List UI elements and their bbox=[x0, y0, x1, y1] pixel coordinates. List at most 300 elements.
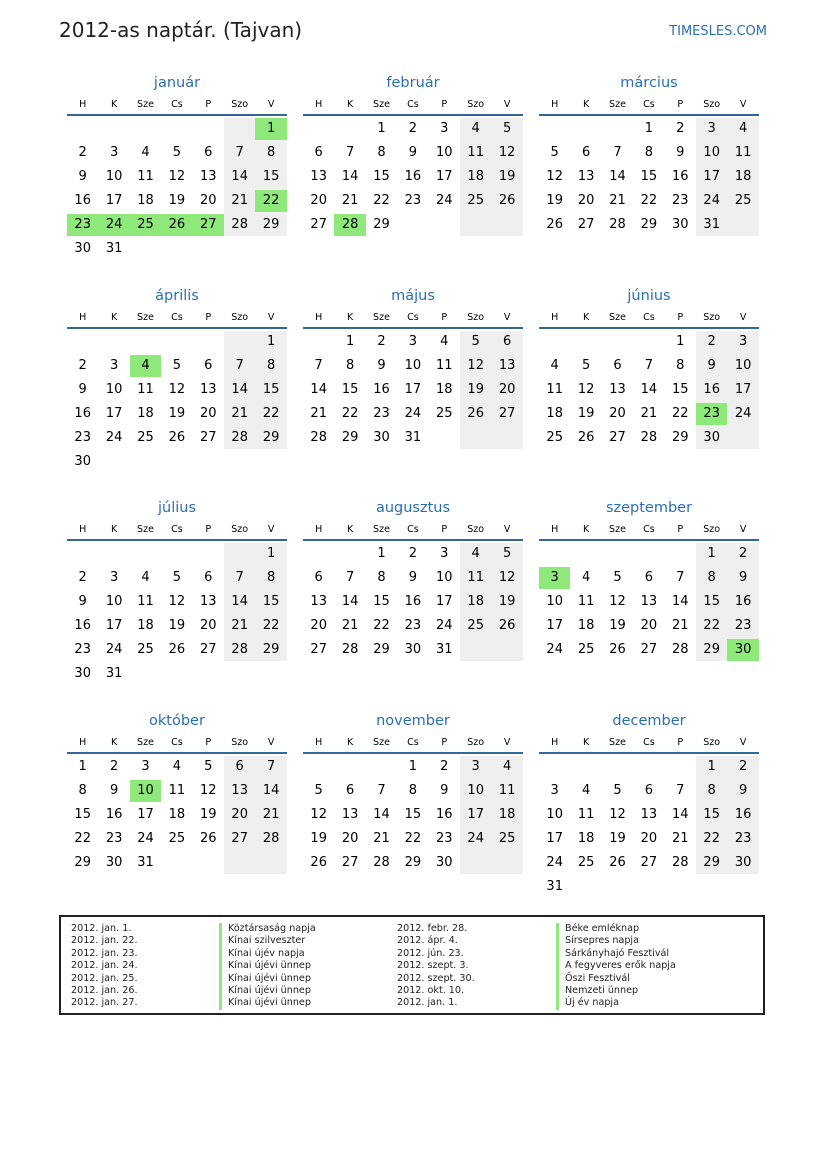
day-cell: 8 bbox=[266, 145, 276, 160]
day-cell: 2 bbox=[408, 546, 418, 561]
day-cell: 20 bbox=[310, 618, 327, 633]
day-cell: 19 bbox=[498, 169, 516, 184]
day-cell: 5 bbox=[172, 570, 182, 585]
month-name: május bbox=[391, 288, 435, 304]
day-cell: 16 bbox=[373, 382, 390, 397]
day-cell: 24 bbox=[404, 406, 422, 421]
weekday-label: Cs bbox=[643, 312, 655, 323]
day-cell: 31 bbox=[137, 855, 154, 870]
day-cell: 18 bbox=[546, 406, 563, 421]
day-cell: 6 bbox=[644, 570, 654, 585]
day-cell: 16 bbox=[404, 594, 422, 609]
day-cell: 30 bbox=[74, 454, 91, 469]
day-cell: 18 bbox=[137, 406, 154, 421]
day-cell: 15 bbox=[262, 382, 280, 397]
weekday-label: V bbox=[503, 99, 511, 110]
day-cell: 20 bbox=[341, 831, 359, 846]
day-cell: 26 bbox=[467, 406, 484, 421]
day-cell: 24 bbox=[467, 831, 484, 846]
weekday-label: Szo bbox=[703, 737, 721, 748]
day-cell: 8 bbox=[408, 783, 418, 798]
day-cell: 20 bbox=[640, 618, 658, 633]
day-cell: 2 bbox=[676, 121, 685, 136]
legend-dates-column-2 bbox=[397, 923, 475, 1010]
day-cell: 10 bbox=[105, 382, 123, 397]
weekday-label: K bbox=[110, 737, 118, 748]
day-grid bbox=[303, 329, 523, 473]
day-cell: 13 bbox=[310, 594, 327, 609]
weekday-label: H bbox=[551, 524, 559, 535]
day-cell: 9 bbox=[707, 358, 716, 373]
weekday-header bbox=[67, 519, 287, 541]
day-cell: 20 bbox=[200, 618, 217, 633]
day-cell: 6 bbox=[314, 570, 323, 585]
legend-entry: Kínai újévi ünnep bbox=[219, 973, 316, 985]
day-cell: 31 bbox=[105, 666, 123, 681]
weekday-label: H bbox=[79, 312, 87, 323]
weekday-label: Szo bbox=[467, 99, 485, 110]
month-február bbox=[303, 72, 523, 260]
weekday-header bbox=[539, 519, 759, 541]
day-cell: 26 bbox=[546, 217, 563, 232]
weekday-label: Cs bbox=[643, 524, 655, 535]
day-cell: 22 bbox=[74, 831, 91, 846]
day-cell: 25 bbox=[577, 855, 595, 870]
weekday-label: P bbox=[441, 99, 448, 110]
day-cell: 3 bbox=[408, 334, 418, 349]
weekday-label: P bbox=[205, 737, 212, 748]
day-cell: 16 bbox=[105, 807, 123, 822]
day-cell: 7 bbox=[314, 358, 323, 373]
day-cell: 3 bbox=[440, 546, 449, 561]
day-cell: 25 bbox=[467, 193, 484, 208]
day-cell: 10 bbox=[404, 358, 422, 373]
day-cell: 15 bbox=[640, 169, 658, 184]
day-cell: 17 bbox=[105, 406, 123, 421]
day-cell: 25 bbox=[577, 642, 595, 657]
legend-entry: 2012. jan. 24. bbox=[71, 960, 138, 972]
day-cell: 27 bbox=[231, 831, 248, 846]
day-cell: 4 bbox=[581, 570, 591, 585]
day-cell: 18 bbox=[137, 193, 154, 208]
holiday-day: 26 bbox=[161, 214, 192, 236]
weekday-label: P bbox=[677, 312, 684, 323]
weekday-label: Sze bbox=[137, 524, 154, 535]
day-cell: 9 bbox=[440, 783, 449, 798]
weekday-label: Szo bbox=[231, 312, 249, 323]
day-cell: 2 bbox=[408, 121, 418, 136]
day-cell: 3 bbox=[707, 121, 716, 136]
day-cell: 2 bbox=[377, 334, 386, 349]
legend-entry: 2012. jan. 23. bbox=[71, 947, 138, 959]
day-cell: 8 bbox=[676, 358, 685, 373]
weekday-label: H bbox=[315, 312, 323, 323]
day-cell: 21 bbox=[609, 193, 626, 208]
day-cell: 9 bbox=[676, 145, 685, 160]
day-cell: 10 bbox=[703, 145, 720, 160]
weekday-header bbox=[539, 94, 759, 116]
day-cell: 30 bbox=[74, 241, 91, 256]
day-cell: 31 bbox=[105, 241, 123, 256]
day-cell: 21 bbox=[672, 618, 689, 633]
day-cell: 4 bbox=[172, 759, 182, 774]
day-cell: 21 bbox=[310, 406, 327, 421]
day-cell: 12 bbox=[168, 382, 186, 397]
day-cell: 3 bbox=[109, 358, 119, 373]
weekday-label: P bbox=[441, 737, 448, 748]
day-cell: 7 bbox=[345, 570, 355, 585]
day-cell: 13 bbox=[609, 382, 626, 397]
weekday-label: V bbox=[267, 737, 275, 748]
day-cell: 29 bbox=[373, 217, 390, 232]
weekday-label: H bbox=[551, 737, 559, 748]
weekday-label: Cs bbox=[407, 524, 419, 535]
legend-entry: Sírsepres napja bbox=[556, 935, 676, 947]
day-cell: 7 bbox=[235, 570, 244, 585]
day-cell: 18 bbox=[734, 169, 752, 184]
day-cell: 12 bbox=[609, 807, 626, 822]
day-cell: 11 bbox=[436, 358, 453, 373]
day-cell: 1 bbox=[408, 759, 418, 774]
weekday-label: Cs bbox=[171, 312, 183, 323]
weekday-label: Szo bbox=[467, 524, 485, 535]
legend-entry: A fegyveres erők napja bbox=[556, 960, 676, 972]
day-cell: 26 bbox=[200, 831, 217, 846]
day-cell: 17 bbox=[105, 618, 123, 633]
day-cell: 14 bbox=[640, 382, 658, 397]
day-cell: 7 bbox=[345, 145, 355, 160]
day-cell: 28 bbox=[262, 831, 280, 846]
legend-entry: 2012. jan. 25. bbox=[71, 972, 138, 984]
day-cell: 2 bbox=[440, 759, 449, 774]
day-cell: 10 bbox=[467, 783, 484, 798]
day-cell: 25 bbox=[734, 193, 752, 208]
weekday-label: K bbox=[346, 312, 354, 323]
day-cell: 5 bbox=[613, 570, 622, 585]
day-cell: 5 bbox=[314, 783, 323, 798]
day-cell: 27 bbox=[609, 430, 626, 445]
day-cell: 18 bbox=[436, 382, 453, 397]
day-cell: 29 bbox=[341, 430, 359, 445]
day-cell: 12 bbox=[310, 807, 327, 822]
day-cell: 17 bbox=[703, 169, 720, 184]
day-grid bbox=[67, 754, 287, 898]
weekday-label: H bbox=[315, 737, 323, 748]
weekday-label: Sze bbox=[137, 737, 154, 748]
day-cell: 15 bbox=[341, 382, 359, 397]
day-cell: 16 bbox=[734, 594, 752, 609]
weekday-label: H bbox=[79, 524, 87, 535]
day-cell: 9 bbox=[738, 570, 748, 585]
day-cell: 22 bbox=[672, 406, 689, 421]
day-cell: 19 bbox=[498, 594, 516, 609]
day-cell: 24 bbox=[734, 406, 752, 421]
legend-entry: Sárkányhajó Fesztivál bbox=[556, 948, 676, 960]
day-cell: 8 bbox=[707, 570, 716, 585]
day-cell: 18 bbox=[577, 618, 595, 633]
day-cell: 29 bbox=[703, 855, 720, 870]
day-cell: 2 bbox=[109, 759, 119, 774]
holiday-day: 30 bbox=[727, 639, 758, 661]
day-cell: 15 bbox=[703, 594, 720, 609]
day-cell: 3 bbox=[471, 759, 480, 774]
day-cell: 21 bbox=[640, 406, 658, 421]
holiday-day: 23 bbox=[67, 214, 98, 236]
day-cell: 26 bbox=[577, 430, 595, 445]
day-cell: 17 bbox=[734, 382, 752, 397]
day-cell: 18 bbox=[467, 594, 484, 609]
legend-entry: 2012. okt. 10. bbox=[397, 984, 465, 996]
weekday-label: V bbox=[267, 99, 275, 110]
day-cell: 1 bbox=[78, 759, 87, 774]
weekday-label: Sze bbox=[137, 99, 154, 110]
weekday-label: Szo bbox=[231, 737, 249, 748]
day-cell: 28 bbox=[231, 430, 248, 445]
day-cell: 18 bbox=[137, 618, 154, 633]
day-cell: 27 bbox=[200, 430, 217, 445]
day-cell: 25 bbox=[546, 430, 563, 445]
day-cell: 13 bbox=[200, 382, 217, 397]
weekday-label: Sze bbox=[609, 312, 626, 323]
day-cell: 15 bbox=[262, 594, 280, 609]
day-cell: 2 bbox=[78, 145, 87, 160]
day-cell: 14 bbox=[262, 783, 280, 798]
day-cell: 4 bbox=[471, 121, 480, 136]
weekday-label: Sze bbox=[609, 99, 626, 110]
weekday-label: Szo bbox=[703, 312, 721, 323]
day-cell: 1 bbox=[377, 121, 386, 136]
day-cell: 11 bbox=[577, 594, 595, 609]
day-cell: 20 bbox=[200, 193, 217, 208]
day-cell: 6 bbox=[204, 570, 213, 585]
day-cell: 18 bbox=[577, 831, 595, 846]
weekday-label: Cs bbox=[643, 737, 655, 748]
holiday-day: 25 bbox=[130, 214, 161, 236]
day-cell: 8 bbox=[78, 783, 87, 798]
day-cell: 17 bbox=[546, 831, 563, 846]
month-name: március bbox=[620, 75, 678, 91]
weekday-label: Szo bbox=[231, 524, 249, 535]
day-cell: 7 bbox=[235, 358, 244, 373]
day-cell: 18 bbox=[168, 807, 186, 822]
day-cell: 6 bbox=[314, 145, 323, 160]
day-cell: 10 bbox=[546, 807, 563, 822]
day-cell: 26 bbox=[310, 855, 327, 870]
day-cell: 11 bbox=[168, 783, 186, 798]
legend-entry: 2012. szept. 3. bbox=[397, 960, 469, 972]
day-cell: 28 bbox=[672, 855, 689, 870]
weekday-label: P bbox=[677, 524, 684, 535]
day-cell: 12 bbox=[498, 570, 516, 585]
weekday-label: K bbox=[346, 99, 354, 110]
month-június bbox=[539, 285, 759, 473]
day-cell: 12 bbox=[168, 169, 186, 184]
day-cell: 15 bbox=[672, 382, 689, 397]
day-cell: 2 bbox=[78, 570, 87, 585]
day-cell: 6 bbox=[204, 145, 213, 160]
day-grid bbox=[539, 754, 759, 898]
day-cell: 23 bbox=[404, 618, 422, 633]
day-cell: 25 bbox=[498, 831, 516, 846]
legend-entry: Kínai újévi ünnep bbox=[219, 985, 316, 997]
legend-entry: 2012. jan. 1. bbox=[71, 923, 132, 934]
day-cell: 3 bbox=[550, 783, 559, 798]
weekday-label: K bbox=[582, 524, 590, 535]
day-cell: 29 bbox=[640, 217, 658, 232]
day-grid bbox=[303, 541, 523, 685]
day-cell: 2 bbox=[707, 334, 716, 349]
day-cell: 7 bbox=[644, 358, 654, 373]
weekday-label: P bbox=[677, 99, 684, 110]
holiday-day: 24 bbox=[98, 214, 129, 236]
day-cell: 12 bbox=[577, 382, 595, 397]
weekday-label: K bbox=[110, 524, 118, 535]
legend-entry: 2012. jún. 23. bbox=[397, 947, 464, 959]
day-cell: 19 bbox=[609, 831, 626, 846]
day-cell: 14 bbox=[609, 169, 626, 184]
day-cell: 14 bbox=[231, 382, 248, 397]
day-grid bbox=[539, 541, 759, 685]
day-cell: 29 bbox=[404, 855, 422, 870]
day-cell: 2 bbox=[738, 759, 748, 774]
weekday-label: Cs bbox=[407, 312, 419, 323]
day-cell: 4 bbox=[141, 570, 150, 585]
day-cell: 30 bbox=[436, 855, 453, 870]
day-cell: 30 bbox=[734, 855, 752, 870]
day-cell: 30 bbox=[373, 430, 390, 445]
day-cell: 19 bbox=[609, 618, 626, 633]
day-cell: 31 bbox=[703, 217, 720, 232]
day-cell: 12 bbox=[467, 358, 484, 373]
day-cell: 4 bbox=[141, 145, 150, 160]
day-cell: 5 bbox=[172, 358, 182, 373]
month-november bbox=[303, 710, 523, 898]
day-cell: 23 bbox=[404, 193, 422, 208]
legend-dates-column-1 bbox=[71, 923, 138, 1010]
day-cell: 29 bbox=[74, 855, 91, 870]
weekday-label: Sze bbox=[137, 312, 154, 323]
month-december bbox=[539, 710, 759, 898]
day-cell: 27 bbox=[640, 855, 658, 870]
day-cell: 16 bbox=[74, 193, 91, 208]
day-cell: 7 bbox=[676, 570, 685, 585]
weekday-label: K bbox=[582, 312, 590, 323]
day-cell: 22 bbox=[373, 193, 390, 208]
day-cell: 6 bbox=[204, 358, 213, 373]
weekday-header bbox=[303, 307, 523, 329]
day-cell: 27 bbox=[310, 642, 327, 657]
day-cell: 13 bbox=[341, 807, 359, 822]
weekday-label: V bbox=[739, 99, 747, 110]
day-cell: 1 bbox=[345, 334, 355, 349]
day-cell: 8 bbox=[266, 570, 276, 585]
weekday-label: Cs bbox=[407, 99, 419, 110]
holiday-day: 1 bbox=[255, 118, 286, 140]
day-cell: 5 bbox=[502, 546, 512, 561]
brand-link[interactable]: TIMESLES.COM bbox=[669, 24, 767, 39]
day-cell: 19 bbox=[168, 193, 186, 208]
weekday-label: K bbox=[582, 99, 590, 110]
legend-entry: 2012. febr. 28. bbox=[397, 923, 468, 934]
day-cell: 1 bbox=[676, 334, 685, 349]
day-cell: 11 bbox=[577, 807, 595, 822]
day-cell: 28 bbox=[373, 855, 390, 870]
legend-entry: 2012. jan. 27. bbox=[71, 997, 138, 1009]
day-cell: 17 bbox=[546, 618, 563, 633]
day-cell: 21 bbox=[231, 406, 248, 421]
day-cell: 1 bbox=[266, 546, 276, 561]
weekday-label: Cs bbox=[171, 99, 183, 110]
legend-entry: 2012. jan. 1. bbox=[397, 997, 458, 1009]
month-augusztus bbox=[303, 497, 523, 685]
weekday-label: Szo bbox=[703, 524, 721, 535]
day-cell: 21 bbox=[231, 618, 248, 633]
day-cell: 16 bbox=[74, 406, 91, 421]
weekday-label: V bbox=[503, 524, 511, 535]
day-cell: 17 bbox=[467, 807, 484, 822]
day-cell: 10 bbox=[436, 145, 453, 160]
day-cell: 16 bbox=[436, 807, 453, 822]
weekday-label: H bbox=[315, 99, 323, 110]
day-cell: 7 bbox=[235, 145, 244, 160]
weekday-label: H bbox=[79, 99, 87, 110]
weekday-label: Cs bbox=[407, 737, 419, 748]
day-cell: 28 bbox=[609, 217, 626, 232]
weekday-header bbox=[67, 732, 287, 754]
day-cell: 20 bbox=[231, 807, 248, 822]
weekday-header bbox=[539, 732, 759, 754]
day-cell: 29 bbox=[672, 430, 689, 445]
month-április bbox=[67, 285, 287, 473]
weekday-header bbox=[303, 519, 523, 541]
day-cell: 11 bbox=[467, 570, 484, 585]
day-cell: 26 bbox=[498, 193, 516, 208]
legend-entry: Új év napja bbox=[556, 997, 676, 1009]
day-grid bbox=[539, 116, 759, 260]
day-cell: 21 bbox=[341, 618, 359, 633]
day-cell: 8 bbox=[707, 783, 716, 798]
day-cell: 15 bbox=[404, 807, 422, 822]
day-cell: 26 bbox=[168, 430, 186, 445]
day-cell: 23 bbox=[734, 618, 752, 633]
day-cell: 30 bbox=[105, 855, 123, 870]
weekday-label: Sze bbox=[373, 737, 390, 748]
day-cell: 5 bbox=[550, 145, 559, 160]
day-cell: 28 bbox=[231, 217, 248, 232]
holiday-day: 22 bbox=[255, 190, 286, 212]
day-cell: 24 bbox=[436, 193, 453, 208]
month-január bbox=[67, 72, 287, 260]
legend-entry: Béke emléknap bbox=[556, 923, 676, 935]
weekday-label: H bbox=[315, 524, 323, 535]
holiday-day: 23 bbox=[696, 403, 727, 425]
day-cell: 27 bbox=[498, 406, 516, 421]
legend-entry: Köztársaság napja bbox=[219, 923, 316, 935]
day-cell: 27 bbox=[200, 642, 217, 657]
day-cell: 22 bbox=[404, 831, 422, 846]
day-cell: 9 bbox=[78, 382, 87, 397]
day-cell: 23 bbox=[105, 831, 123, 846]
day-cell: 28 bbox=[672, 642, 689, 657]
weekday-label: P bbox=[205, 99, 212, 110]
day-cell: 9 bbox=[78, 169, 87, 184]
day-cell: 9 bbox=[408, 570, 418, 585]
weekday-label: H bbox=[551, 312, 559, 323]
weekday-label: V bbox=[739, 737, 747, 748]
day-cell: 22 bbox=[341, 406, 359, 421]
day-cell: 22 bbox=[262, 618, 280, 633]
day-cell: 20 bbox=[640, 831, 658, 846]
